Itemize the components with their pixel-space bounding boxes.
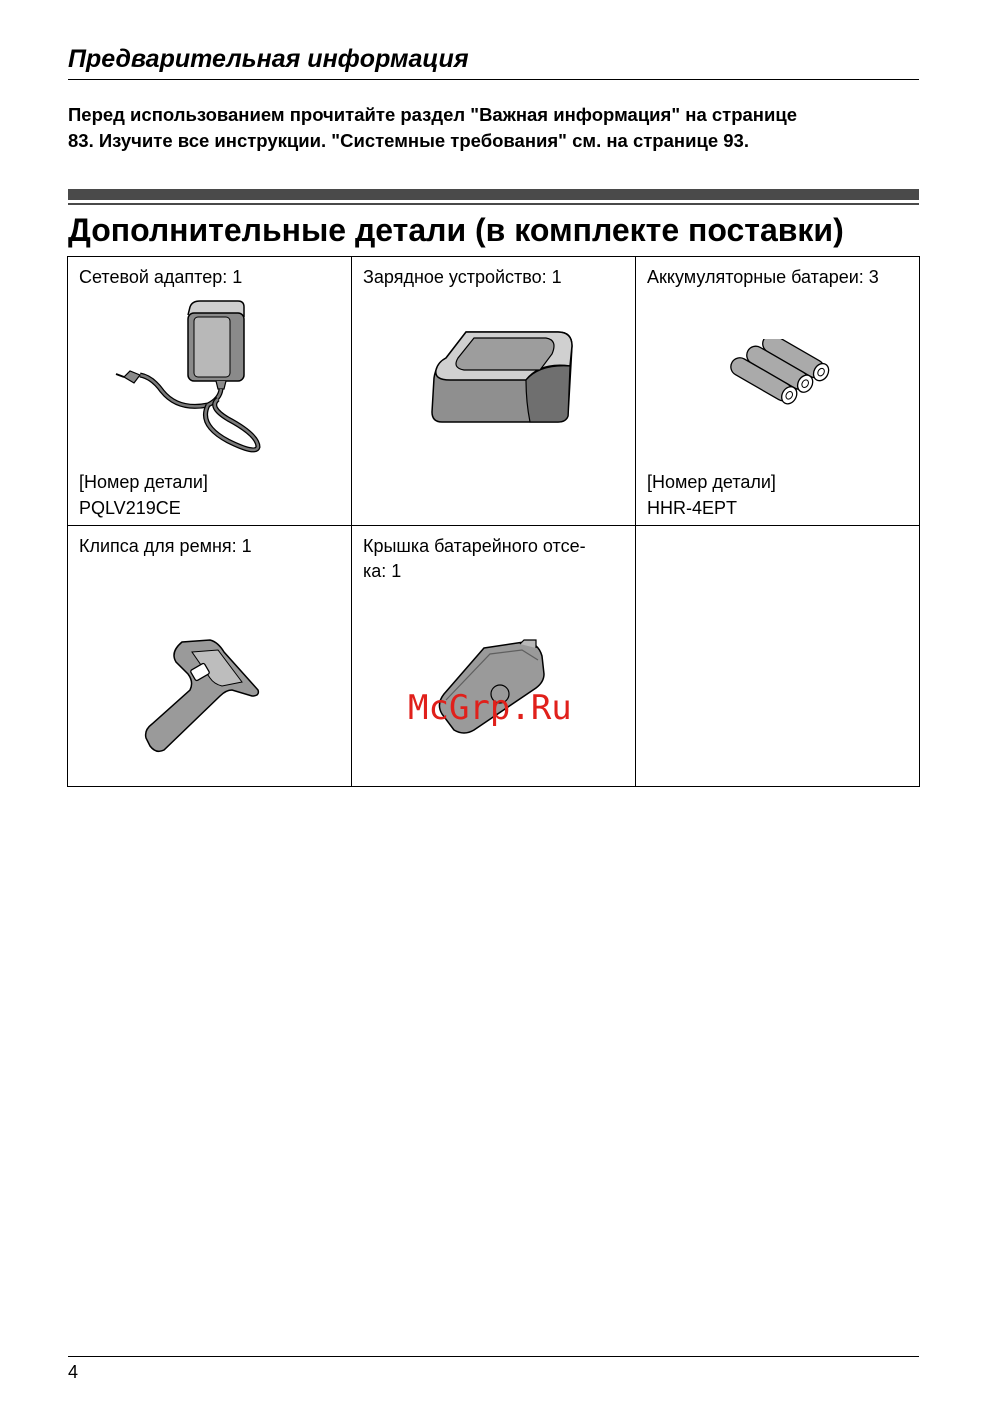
item-label-line-2: ка: 1 bbox=[363, 561, 402, 581]
item-cell-ac-adaptor bbox=[68, 257, 352, 526]
part-number: HHR-4EPT bbox=[647, 498, 738, 518]
item-cell-battery-cover bbox=[352, 526, 636, 787]
ac-adaptor-icon bbox=[108, 295, 308, 465]
item-cell-empty bbox=[636, 526, 920, 787]
page-number: 4 bbox=[68, 1362, 79, 1382]
page-heading: Дополнительные детали (в комплекте поставки) bbox=[68, 212, 844, 248]
charger-icon bbox=[422, 322, 582, 427]
watermark: McGrp.Ru bbox=[408, 688, 572, 728]
footer-divider bbox=[68, 1356, 919, 1357]
intro-line-1: Перед использованием прочитайте раздел "Важная информация" на странице bbox=[68, 104, 798, 125]
heading-bar-thin bbox=[68, 203, 919, 205]
batteries-icon bbox=[724, 339, 834, 419]
header-divider bbox=[68, 79, 919, 80]
item-cell-batteries bbox=[636, 257, 920, 526]
heading-bar bbox=[68, 189, 919, 200]
intro-text bbox=[68, 102, 928, 154]
part-number-caption: [Номер детали] bbox=[79, 472, 208, 492]
section-title: Предварительная информация bbox=[68, 45, 469, 73]
item-label: Сетевой адаптер: 1 bbox=[79, 267, 243, 287]
part-number-caption: [Номер детали] bbox=[647, 472, 776, 492]
item-cell-belt-clip bbox=[68, 526, 352, 787]
item-label: Клипса для ремня: 1 bbox=[79, 536, 252, 556]
intro-line-2: 83. Изучите все инструкции. "Системные требования" см. на странице 93. bbox=[68, 130, 749, 151]
belt-clip-icon bbox=[140, 634, 270, 754]
item-label-line-1: Крышка батарейного отсе- bbox=[363, 536, 586, 556]
item-label bbox=[363, 534, 623, 584]
item-label: Аккумуляторные батареи: 3 bbox=[647, 267, 879, 287]
part-number: PQLV219CE bbox=[79, 498, 181, 518]
item-label: Зарядное устройство: 1 bbox=[363, 267, 562, 287]
item-cell-charger bbox=[352, 257, 636, 526]
